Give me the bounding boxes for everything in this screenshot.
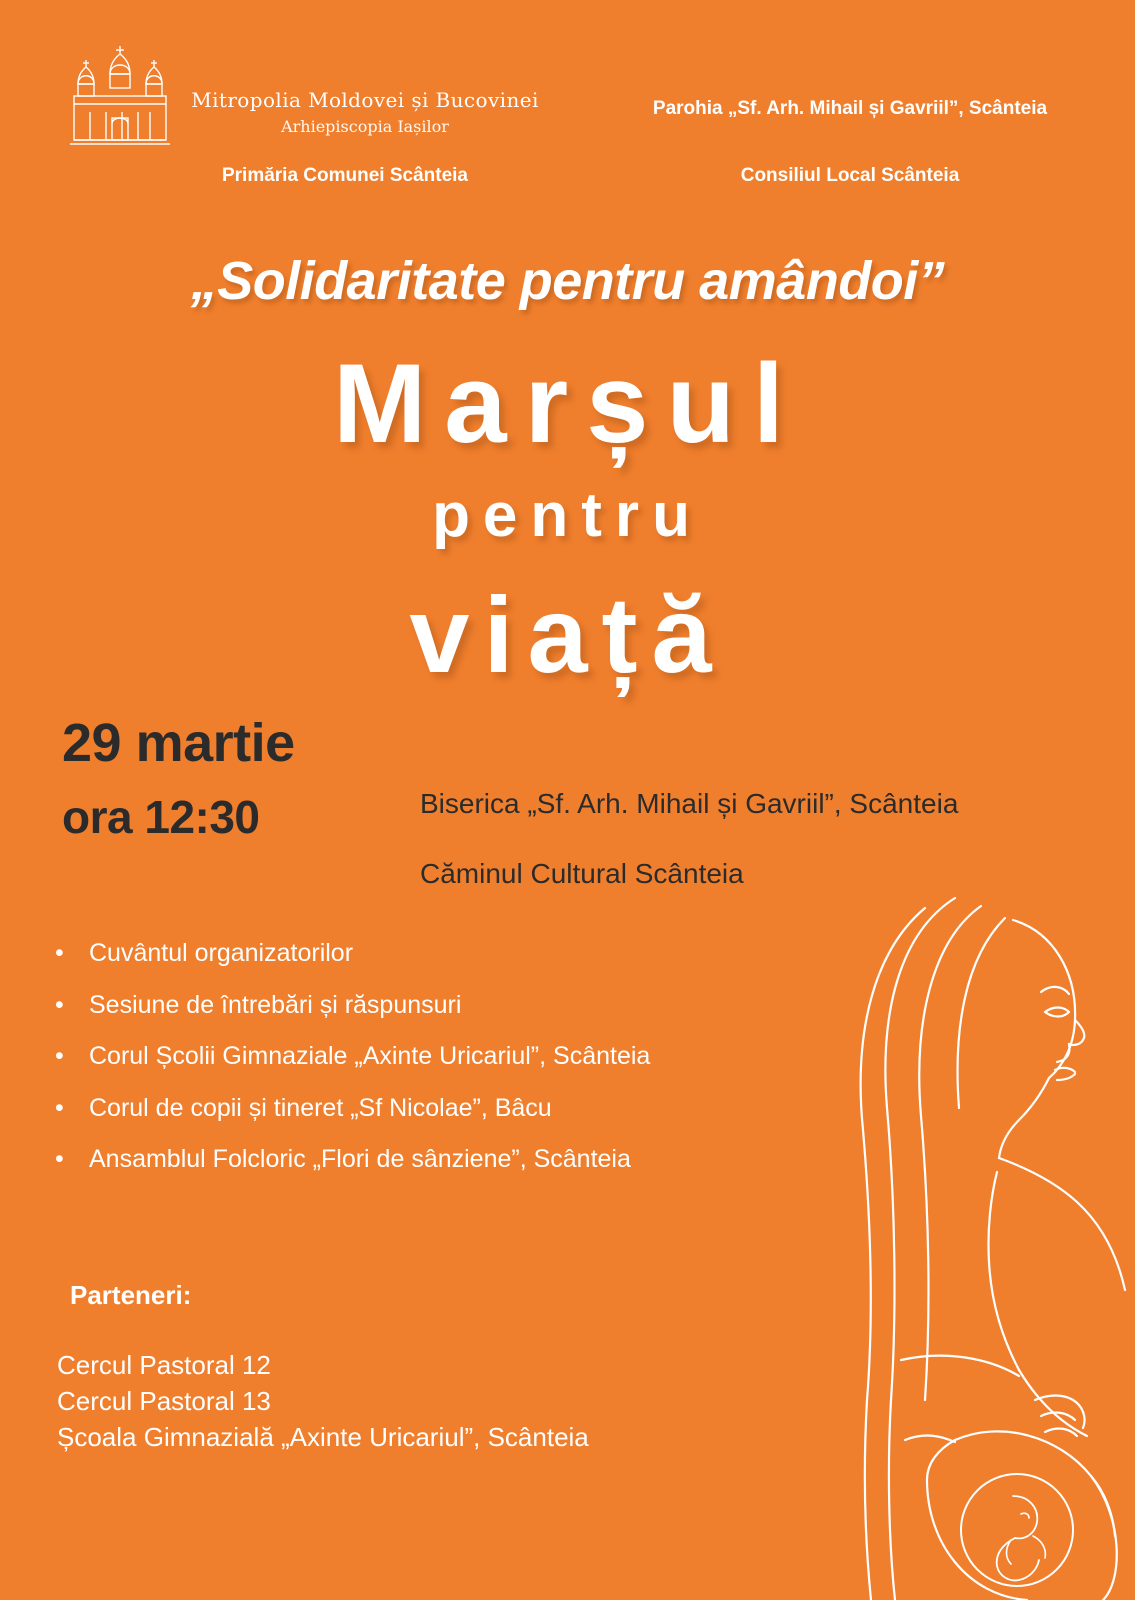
poster-title-sub2: viață [409, 574, 726, 695]
list-item [55, 992, 875, 1020]
bullet-icon: • [55, 1093, 64, 1122]
event-location-church: Biserica „Sf. Arh. Mihail și Gavriil”, Scânteia [420, 788, 959, 819]
program-item-label: Cuvântul organizatorilor [89, 939, 354, 967]
eparchy-block [190, 88, 540, 136]
event-time: ora 12:30 [62, 791, 260, 843]
event-location-cultural-center: Căminul Cultural Scânteia [420, 858, 744, 889]
list-item: Școala Gimnazială „Axinte Uricariul”, Scânteia [57, 1421, 589, 1452]
mayoralty-label: Primăria Comunei Scânteia [221, 165, 469, 186]
event-date: 29 martie [62, 713, 295, 773]
poster-header [0, 0, 1135, 210]
program-item-label: Ansamblul Folcloric „Flori de sânziene”, Scânteia [89, 1145, 631, 1173]
eparchy-line-1: Mitropolia Moldovei și Bucovinei [191, 88, 539, 112]
list-item [55, 1095, 875, 1123]
bullet-icon: • [55, 939, 64, 967]
bullet-icon: • [55, 1145, 64, 1173]
eparchy-line-2: Arhiepiscopia Iașilor [281, 117, 449, 136]
bullet-icon: • [55, 990, 64, 1019]
list-item [55, 940, 875, 968]
list-item [55, 1146, 875, 1174]
program-item-label: Corul de copii și tineret „Sf Nicolae”, Bâcu [89, 1093, 552, 1122]
poster-title-main: Marșul [333, 341, 802, 466]
program-item-label: Corul Școlii Gimnaziale „Axinte Uricariul”, Scânteia [89, 1042, 651, 1070]
poster-slogan: „Solidaritate pentru amândoi” [190, 251, 945, 311]
partners-title: Parteneri: [70, 1280, 192, 1310]
local-council-label: Consiliul Local Scânteia [740, 165, 960, 186]
church-building-icon [60, 40, 180, 145]
poster-title-sub1: pentru [432, 481, 703, 550]
program-list [55, 940, 875, 1198]
list-item [55, 1043, 875, 1071]
list-item: Cercul Pastoral 12 [57, 1350, 271, 1380]
bullet-icon: • [55, 1042, 64, 1070]
partners-list [57, 1348, 857, 1456]
parish-label: Parohia „Sf. Arh. Mihail și Gavriil”, Scânteia [652, 98, 1048, 119]
list-item: Cercul Pastoral 13 [57, 1385, 271, 1416]
program-item-label: Sesiune de întrebări și răspunsuri [89, 990, 462, 1019]
